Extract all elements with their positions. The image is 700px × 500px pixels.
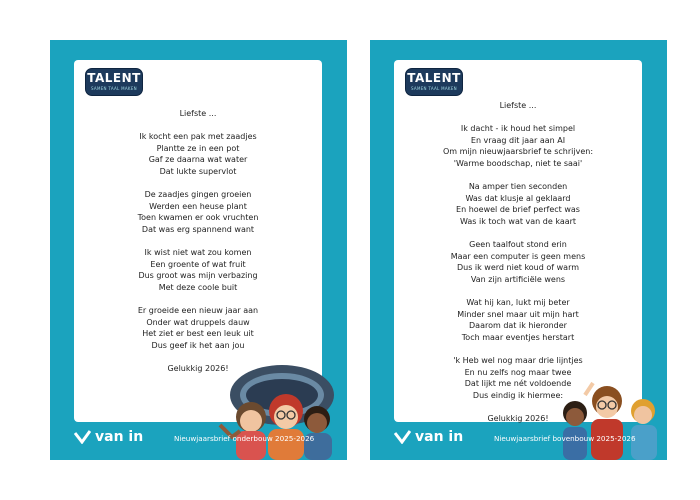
poem-line: Maar een computer is geen mens (450, 251, 586, 261)
poem-line: Werden een heuse plant (149, 201, 247, 211)
poem-line: Van zijn artificiële wens (470, 274, 566, 284)
poem-line: Wat hij kan, lukt mij beter (466, 298, 570, 308)
kids-illustration (210, 365, 340, 460)
poem-line: Het ziet er best een leuk uit (142, 329, 254, 339)
poem-line: Ik kocht een pak met zaadjes (139, 132, 257, 142)
poem-line: Er groeide een nieuw jaar aan (137, 306, 259, 316)
letter-paper (394, 60, 642, 422)
poem-line: Om mijn nieuwjaarsbrief te schrijven: (442, 147, 594, 157)
checkmark-v-icon (394, 430, 411, 444)
poem-line: En vraag dit jaar aan AI (470, 135, 566, 145)
poem-line: Geen taalfout stond erin (469, 240, 567, 250)
poem-line: Dus geef ik het aan jou (151, 340, 245, 350)
poem-line: Met deze coole buit (158, 282, 238, 292)
poem-line: 'k Heb wel nog maar drie lijntjes (453, 356, 583, 366)
footer-title: Nieuwjaarsbrief bovenbouw 2025-2026 (494, 434, 636, 443)
logo-title: TALENT (87, 71, 141, 85)
poem-line: Gelukkig 2026! (167, 364, 229, 374)
poem-line: Dat lijkt me nét voldoende (464, 379, 572, 389)
poem-line: Na amper tien seconden (468, 182, 568, 192)
logo-title: TALENT (407, 71, 461, 85)
publisher-logo (394, 429, 463, 445)
poem-line: Minder snel maar uit mijn hart (457, 309, 579, 319)
poem-line: Toch maar eventjes herstart (461, 332, 575, 342)
poem-line: Daarom dat ik hieronder (469, 321, 567, 331)
poem-line: De zaadjes gingen groeien (144, 190, 252, 200)
poem-line: Dus eindig ik hiermee: (472, 390, 564, 400)
poem-line: Liefste ... (499, 101, 537, 110)
logo-subtitle: SAMEN TAAL MAKEN (91, 86, 137, 91)
poem-line: Onder wat druppels dauw (146, 317, 250, 327)
poem-line: Gaf ze daarna wat water (148, 155, 248, 165)
logo-subtitle: SAMEN TAAL MAKEN (411, 86, 457, 91)
footer-title: Nieuwjaarsbrief onderbouw 2025-2026 (174, 434, 315, 443)
poem-line: Ik dacht - ik houd het simpel (460, 124, 576, 134)
poem-line: Plantte ze in een pot (156, 143, 240, 153)
publisher-name: van in (95, 429, 144, 445)
poem-line: Dat lukte supervlot (159, 166, 237, 176)
poem-line: Dus ik werd niet koud of warm (456, 263, 580, 273)
poem (74, 108, 322, 375)
poem-line: Was dat klusje al geklaard (465, 193, 571, 203)
poem-line: Toen kwamen er ook vruchten (137, 213, 259, 223)
poem-line: Ik wist niet wat zou komen (144, 248, 252, 258)
kids-illustration (555, 375, 665, 460)
poem-line: Dat was erg spannend want (141, 224, 255, 234)
poem-line: Was ik toch wat van de kaart (459, 216, 577, 226)
poem-line: 'Warme boodschap, niet te saai' (453, 158, 583, 168)
poem-line: Liefste ... (179, 109, 217, 118)
talent-logo (405, 68, 463, 96)
poem-line: En nu zelfs nog maar twee (464, 367, 572, 377)
poem-line: Een groente of wat fruit (150, 259, 246, 269)
publisher-logo (74, 429, 143, 445)
card-bovenbouw (370, 40, 667, 460)
poem-line: Gelukkig 2026! (487, 414, 549, 424)
publisher-name: van in (415, 429, 464, 445)
checkmark-v-icon (74, 430, 91, 444)
card-onderbouw (50, 40, 347, 460)
poem-line: En hoewel de brief perfect was (456, 205, 580, 215)
talent-logo (85, 68, 143, 96)
poem-line: Dus groot was mijn verbazing (138, 271, 258, 281)
